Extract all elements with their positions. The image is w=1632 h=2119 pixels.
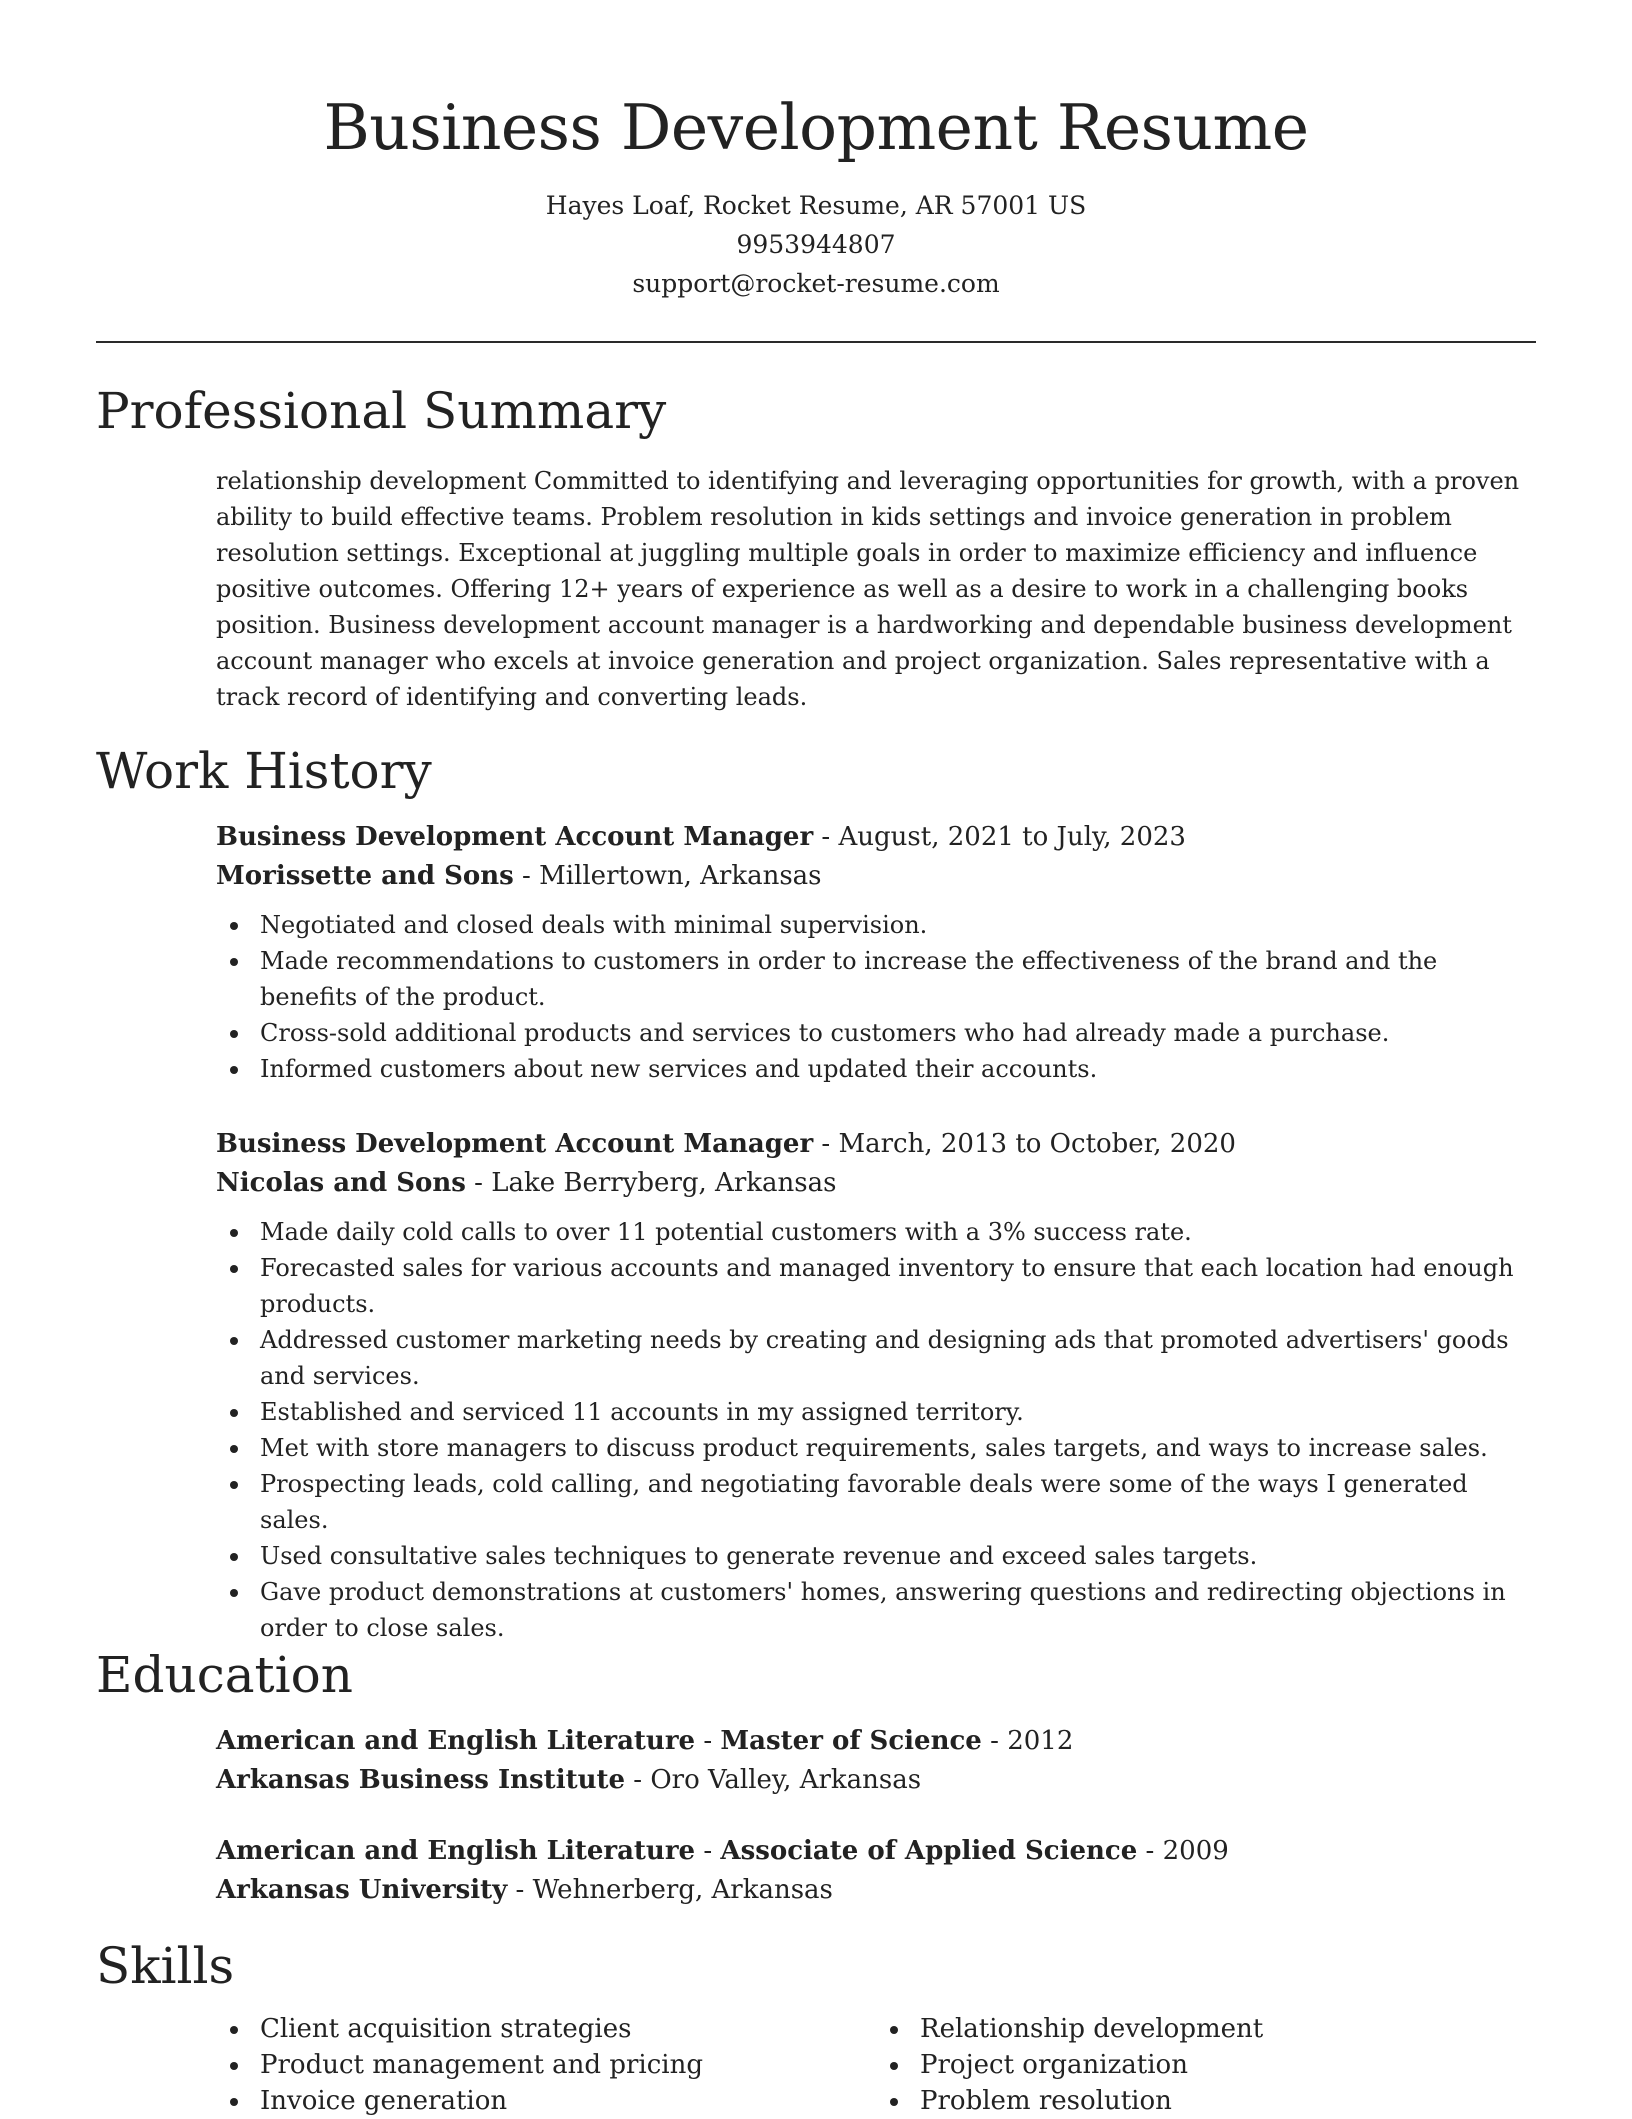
bullet-item xyxy=(260,1250,1536,1322)
summary-text: relationship development Committed to identifying and leveraging opportunities for growth, with a proven ability to build effective teams. Problem resolution in kids settings and invoice generation in problem resolution settings. Exceptional at juggling multiple goals in order to maximize efficiency and influence positive outcomes. Offering 12+ years of experience as well as a desire to work in a challenging books position. Business development account manager is a hardworking and dependable business development account manager who excels at invoice generation and project organization. Sales representative with a track record of identifying and converting leads. xyxy=(216,467,1520,711)
job-bullets xyxy=(216,1214,1536,1646)
separator: - xyxy=(695,1836,721,1866)
separator: - xyxy=(465,1168,492,1198)
separator: - xyxy=(625,1765,651,1795)
bullet-text: Made daily cold calls to over 11 potential customers with a 3% success rate. xyxy=(260,1218,1192,1246)
bullet-text: Prospecting leads, cold calling, and negotiating favorable deals were some of the ways I generated sales. xyxy=(260,1470,1468,1534)
bullet-text: Cross-sold additional products and services to customers who had already made a purchase. xyxy=(260,1019,1390,1047)
summary-section xyxy=(216,463,1536,715)
bullet-dot xyxy=(230,1553,238,1561)
bullet-item xyxy=(260,1538,1536,1574)
bullet-dot xyxy=(230,2026,238,2034)
bullet-item xyxy=(260,1574,1536,1646)
bullet-text: Addressed customer marketing needs by creating and designing ads that promoted advertisers' goods and services. xyxy=(260,1326,1509,1390)
job-bullets xyxy=(216,907,1536,1087)
bullet-item xyxy=(260,943,1536,1015)
education-entry xyxy=(216,1832,1536,1910)
skill-text: Relationship development xyxy=(920,2014,1264,2044)
education-location: Oro Valley, Arkansas xyxy=(650,1765,922,1795)
job-company: Nicolas and Sons xyxy=(216,1168,466,1198)
bullet-text: Negotiated and closed deals with minimal supervision. xyxy=(260,911,928,939)
job-title-line xyxy=(216,818,1536,857)
skills-column-right xyxy=(876,2011,1536,2119)
bullet-text: Met with store managers to discuss product requirements, sales targets, and ways to increase sales. xyxy=(260,1434,1488,1462)
separator: - xyxy=(813,1129,839,1159)
education-school: Arkansas Business Institute xyxy=(216,1765,626,1795)
education-year: 2009 xyxy=(1162,1836,1229,1866)
education-field: American and English Literature xyxy=(216,1726,696,1756)
bullet-dot xyxy=(230,1030,238,1038)
skill-item xyxy=(260,2083,876,2119)
bullet-dot xyxy=(230,1445,238,1453)
job-company-line xyxy=(216,857,1536,896)
job-company-line xyxy=(216,1164,1536,1203)
bullet-dot xyxy=(890,2062,898,2070)
contact-address: Hayes Loaf, Rocket Resume, AR 57001 US xyxy=(545,191,1087,220)
skill-item xyxy=(920,2011,1536,2047)
bullet-dot xyxy=(230,1066,238,1074)
job-dates: August, 2021 to July, 2023 xyxy=(838,822,1186,852)
job-dates: March, 2013 to October, 2020 xyxy=(838,1129,1236,1159)
skill-item xyxy=(920,2047,1536,2083)
bullet-text: Gave product demonstrations at customers' homes, answering questions and redirecting objections in order to close sales. xyxy=(260,1578,1506,1642)
skill-text: Client acquisition strategies xyxy=(260,2014,632,2044)
bullet-dot xyxy=(230,1265,238,1273)
skills-heading: Skills xyxy=(96,1937,235,1995)
job-location: Millertown, Arkansas xyxy=(539,861,822,891)
education-degree-line xyxy=(216,1722,1536,1761)
education-location: Wehnerberg, Arkansas xyxy=(532,1875,833,1905)
separator: - xyxy=(513,861,540,891)
skills-grid xyxy=(216,2011,1536,2119)
skill-text: Product management and pricing xyxy=(260,2050,703,2080)
education-heading: Education xyxy=(96,1646,353,1704)
resume-header xyxy=(0,0,1632,303)
header-divider xyxy=(96,341,1536,343)
bullet-item xyxy=(260,1430,1536,1466)
education-year: 2012 xyxy=(1007,1726,1074,1756)
skill-item xyxy=(260,2047,876,2083)
work-history-heading: Work History xyxy=(96,742,432,800)
separator: - xyxy=(981,1726,1008,1756)
skill-text: Problem resolution xyxy=(920,2086,1172,2116)
job-location: Lake Berryberg, Arkansas xyxy=(491,1168,837,1198)
bullet-dot xyxy=(230,1337,238,1345)
resume-title: Business Development Resume xyxy=(323,91,1309,164)
job-entry xyxy=(216,1125,1536,1646)
skill-item xyxy=(260,2011,876,2047)
bullet-dot xyxy=(230,2098,238,2106)
education-entry xyxy=(216,1722,1536,1800)
education-school-line xyxy=(216,1871,1536,1910)
job-company: Morissette and Sons xyxy=(216,861,514,891)
separator: - xyxy=(507,1875,533,1905)
bullet-item xyxy=(260,1051,1536,1087)
education-degree: Master of Science xyxy=(720,1726,982,1756)
skill-item xyxy=(920,2083,1536,2119)
education-degree-line xyxy=(216,1832,1536,1871)
summary-heading: Professional Summary xyxy=(96,382,667,440)
job-title: Business Development Account Manager xyxy=(216,822,814,852)
job-title: Business Development Account Manager xyxy=(216,1129,814,1159)
bullet-item xyxy=(260,1394,1536,1430)
contact-email: support@rocket-resume.com xyxy=(632,269,1000,298)
job-title-line xyxy=(216,1125,1536,1164)
education-school: Arkansas University xyxy=(216,1875,508,1905)
separator: - xyxy=(813,822,839,852)
bullet-dot xyxy=(230,958,238,966)
bullet-dot xyxy=(230,922,238,930)
bullet-item xyxy=(260,1214,1536,1250)
education-field: American and English Literature xyxy=(216,1836,696,1866)
separator: - xyxy=(1137,1836,1163,1866)
bullet-item xyxy=(260,1322,1536,1394)
separator: - xyxy=(695,1726,721,1756)
bullet-dot xyxy=(890,2026,898,2034)
education-school-line xyxy=(216,1761,1536,1800)
bullet-dot xyxy=(230,2062,238,2070)
bullet-text: Forecasted sales for various accounts and managed inventory to ensure that each location had enough products. xyxy=(260,1254,1514,1318)
bullet-item xyxy=(260,1015,1536,1051)
bullet-item xyxy=(260,907,1536,943)
bullet-text: Informed customers about new services and updated their accounts. xyxy=(260,1055,1098,1083)
bullet-text: Made recommendations to customers in order to increase the effectiveness of the brand and the benefits of the product. xyxy=(260,947,1438,1011)
bullet-text: Used consultative sales techniques to generate revenue and exceed sales targets. xyxy=(260,1542,1258,1570)
job-entry xyxy=(216,818,1536,1087)
bullet-item xyxy=(260,1466,1536,1538)
bullet-text: Established and serviced 11 accounts in my assigned territory. xyxy=(260,1398,1024,1426)
skill-text: Invoice generation xyxy=(260,2086,508,2116)
bullet-dot xyxy=(230,1481,238,1489)
bullet-dot xyxy=(230,1409,238,1417)
bullet-dot xyxy=(230,1229,238,1237)
bullet-dot xyxy=(230,1589,238,1597)
skills-column-left xyxy=(216,2011,876,2119)
skill-text: Project organization xyxy=(920,2050,1188,2080)
bullet-dot xyxy=(890,2098,898,2106)
contact-phone: 9953944807 xyxy=(736,230,896,259)
education-degree: Associate of Applied Science xyxy=(720,1836,1138,1866)
